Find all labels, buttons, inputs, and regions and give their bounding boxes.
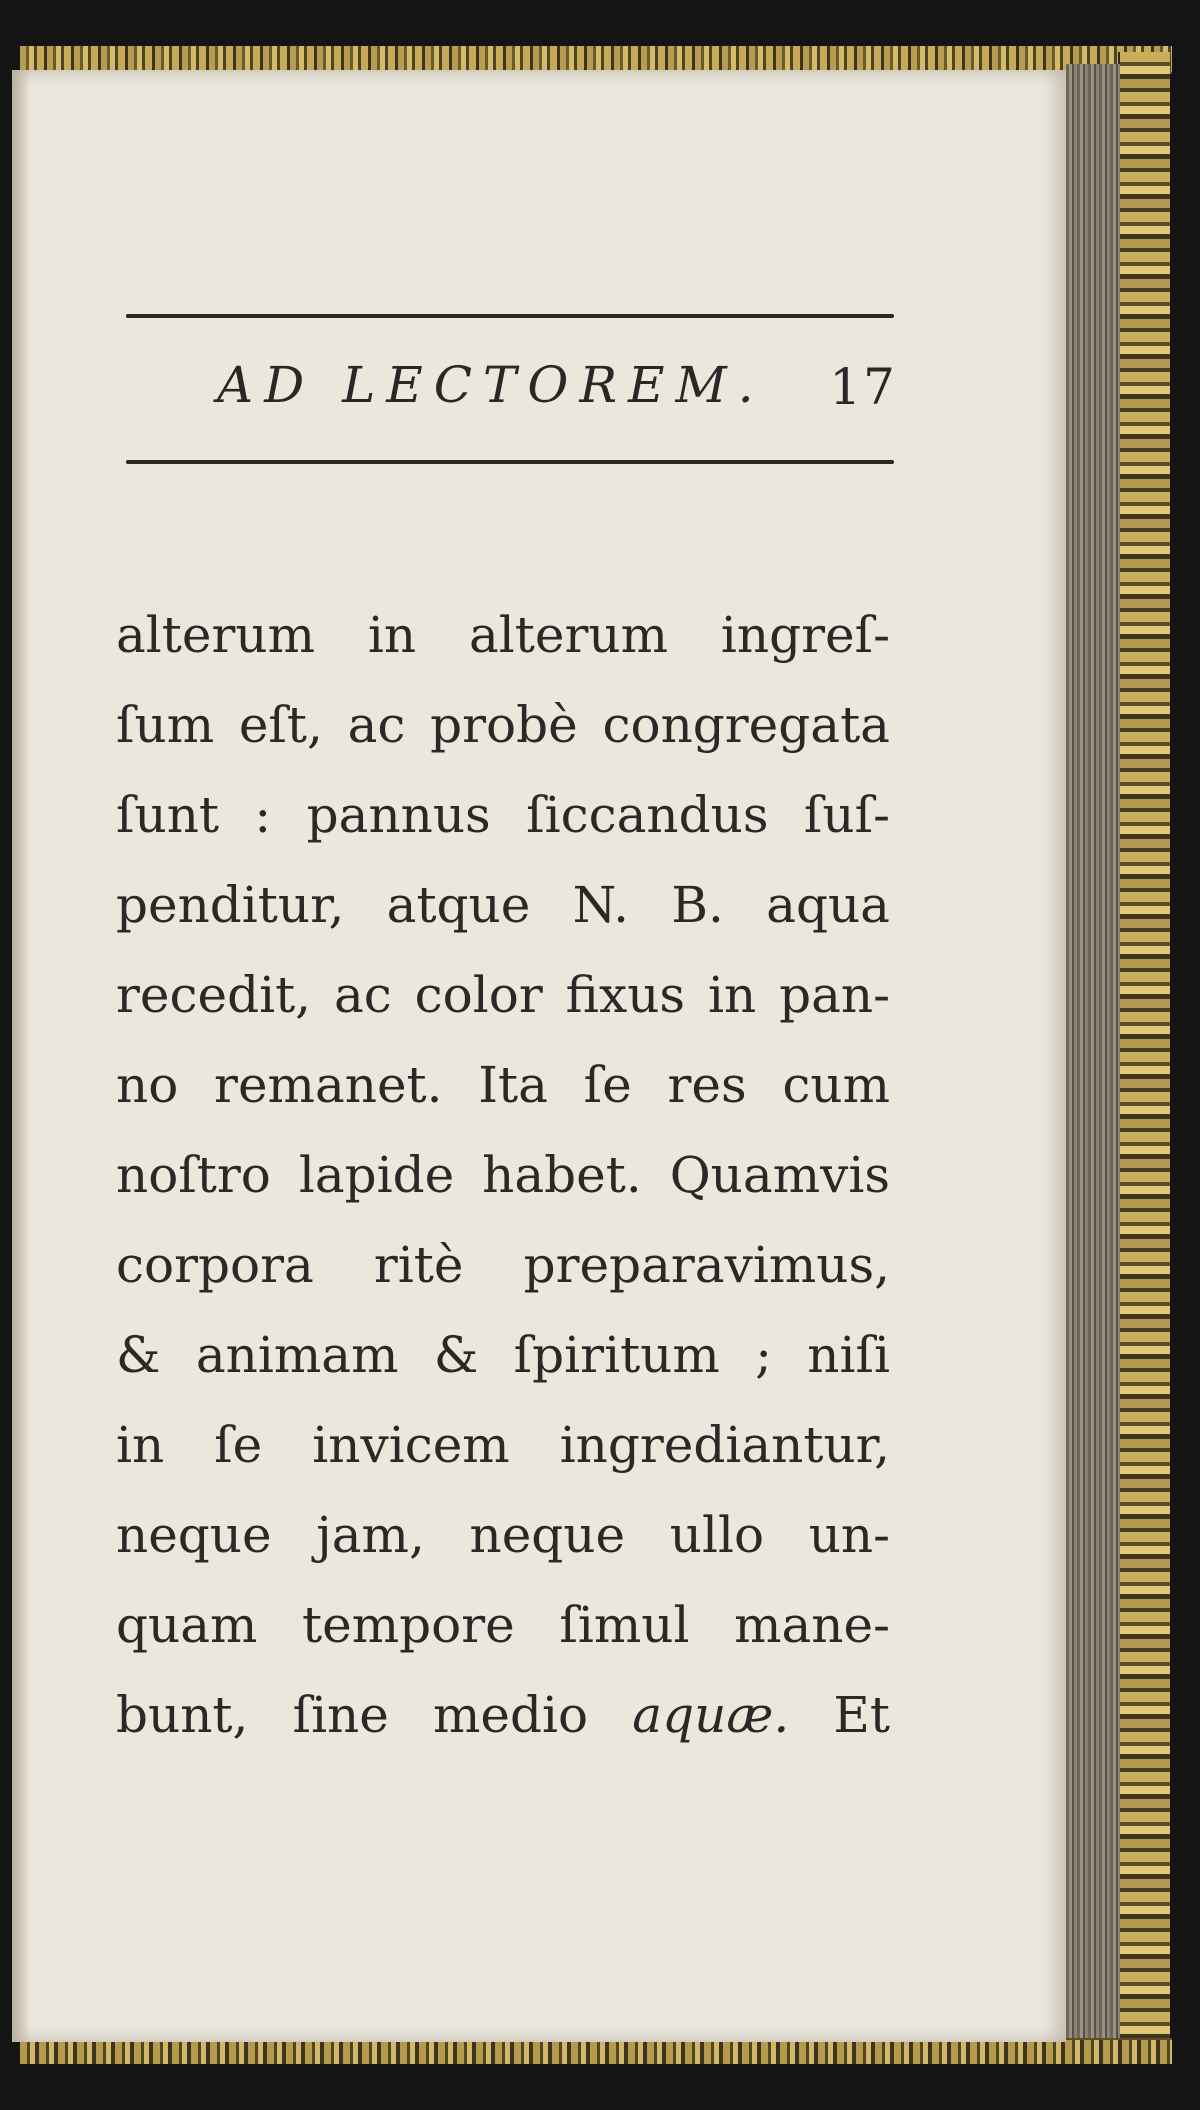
text-line: & animam & ſpiritum ; niſi bbox=[116, 1326, 890, 1384]
page-block-edges bbox=[1066, 64, 1120, 2044]
body-text bbox=[116, 590, 890, 1760]
spine-shadow bbox=[12, 70, 30, 2042]
text-line: corpora ritè preparavimus, bbox=[116, 1236, 890, 1294]
text-line: no remanet. Ita ſe res cum bbox=[116, 1056, 890, 1114]
text-line: recedit, ac color fixus in pan- bbox=[116, 966, 890, 1024]
page-header bbox=[217, 352, 897, 442]
text-line-last bbox=[116, 1670, 890, 1760]
header-rule-top bbox=[126, 314, 894, 318]
text-line: quam tempore ſimul mane- bbox=[116, 1596, 890, 1654]
running-head: AD LECTOREM. bbox=[217, 356, 765, 414]
italic-word: aquæ. bbox=[632, 1686, 790, 1744]
book-page bbox=[12, 70, 1066, 2042]
page-number: 17 bbox=[829, 358, 897, 416]
catchword: Et bbox=[789, 1686, 890, 1744]
text-line: ſum eſt, ac probè congregata bbox=[116, 696, 890, 754]
header-rule-bottom bbox=[126, 460, 894, 464]
text-line: alterum in alterum ingreſ- bbox=[116, 606, 890, 664]
text-line: penditur, atque N. B. aqua bbox=[116, 876, 890, 934]
gilt-fore-edge bbox=[1118, 52, 1170, 2048]
text-line: noſtro lapide habet. Quamvis bbox=[116, 1146, 890, 1204]
text-line: in ſe invicem ingrediantur, bbox=[116, 1416, 890, 1474]
last-line-start: bunt, ſine medio bbox=[116, 1686, 633, 1744]
text-line: neque jam, neque ullo un- bbox=[116, 1506, 890, 1564]
text-line: ſunt : pannus ſiccandus ſuſ- bbox=[116, 786, 890, 844]
